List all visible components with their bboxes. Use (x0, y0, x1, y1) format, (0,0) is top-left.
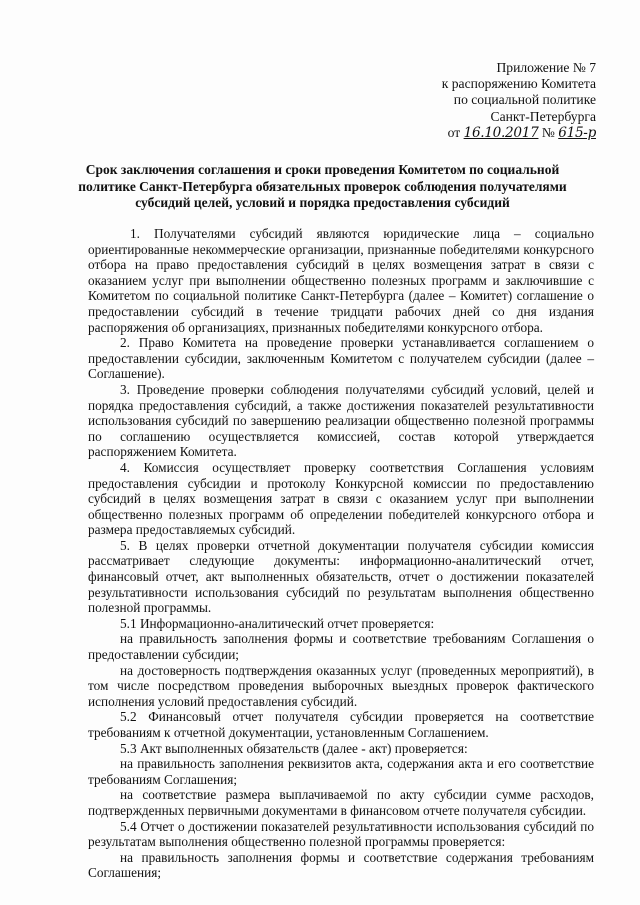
paragraph-5-1-b: на достоверность подтверждения оказанных услуг (проведенных мероприятий), в том числе посредством проведения выборочных выездных проверок фактического исполнения условий предоставления субсидий. (88, 662, 594, 709)
paragraph-5-3-a: на правильность заполнения реквизитов акта, содержания акта и его соответствие требованиям Соглашения; (88, 756, 594, 787)
paragraph-5-3: 5.3 Акт выполненных обязательств (далее - акт) проверяется: (120, 740, 468, 756)
appendix-line-committee: по социальной политике (453, 92, 596, 108)
paragraph-4: 4. Комиссия осуществляет проверку соответствия Соглашения условиям предоставления субсидии и протоколу Конкурсной комиссии по предоставлению субсидий в целях возмещения затрат в связи с оказанием услуг при выполнении общественно полезных программ об определении победителей конкурсного отбора и размера предоставляемых субсидий. (88, 459, 594, 538)
ref-prefix: от (447, 124, 461, 140)
appendix-number: Приложение № 7 (496, 60, 596, 75)
paragraph-5: 5. В целях проверки отчетной документации получателя субсидии комиссия рассматривает следующие документы: информационно-аналитический отчет, финансовый отчет, акт выполненных обязательств, отчет о достижении показателей результативности использования субсидий по результатам выполнения общественно полезной программы. (88, 537, 594, 616)
paragraph-1: 1. Получателями субсидий являются юридические лица – социально ориентированные некоммерческие организации, признанные победителями конкурсного отбора на право предоставления субсидий в целях возмещения затрат в связи с оказанием услуг при выполнении общественно полезных программ и заключившие с Комитетом по социальной политике Санкт-Петербурга (далее – Комитет) соглашение о предоставлении субсидий в течение тридцати рабочих дней со дня издания распоряжения об организациях, признанных победителями конкурсного отбора. (88, 226, 594, 335)
paragraph-5-1: 5.1 Информационно-аналитический отчет проверяется: (120, 615, 435, 631)
ref-number: 615-р (558, 124, 596, 141)
appendix-line-city: Санкт-Петербурга (490, 108, 596, 124)
appendix-line-order: к распоряжению Комитета (441, 76, 596, 92)
document-title: Срок заключения соглашения и сроки проведения Комитетом по социальной политике Санкт-Петербурга обязательных проверок соблюдения получателями субсидий целей, условий и порядка предоставления субсидий (78, 162, 567, 211)
paragraph-5-1-a: на правильность заполнения формы и соответствие требованиям Соглашения о предоставлении субсидии; (88, 631, 594, 663)
ref-date: 16.10.2017 (463, 124, 539, 141)
paragraph-5-4: 5.4 Отчет о достижении показателей результативности использования субсидий по результатам выполнения общественно полезной программы проверяется: (88, 818, 594, 850)
document-body (88, 226, 594, 881)
paragraph-5-4-a: на правильность заполнения формы и соответствие содержания требованиям Соглашения; (88, 849, 594, 881)
ref-number-label: № (541, 124, 555, 140)
paragraph-5-2: 5.2 Финансовый отчет получателя субсидии проверяется на соответствие требованиям к отчетной документации, установленным Соглашением. (88, 709, 594, 740)
paragraph-2: 2. Право Комитета на проведение проверки устанавливается соглашением о предоставлении субсидии, заключенным Комитетом с получателем субсидии (далее – Соглашение). (88, 335, 594, 382)
paragraph-5-3-b: на соответствие размера выплачиваемой по акту субсидии сумме расходов, подтвержденных первичными документами в финансовом отчете получателя субсидии. (88, 787, 594, 818)
appendix-reference (442, 125, 596, 141)
paragraph-3: 3. Проведение проверки соблюдения получателями субсидий условий, целей и порядка предоставления субсидий, а также достижения показателей результативности использования субсидий по завершению реализации общественно полезной программы по соглашению осуществляется комиссией, состав которой утверждается распоряжением Комитета. (88, 381, 594, 460)
appendix-header (442, 60, 596, 141)
